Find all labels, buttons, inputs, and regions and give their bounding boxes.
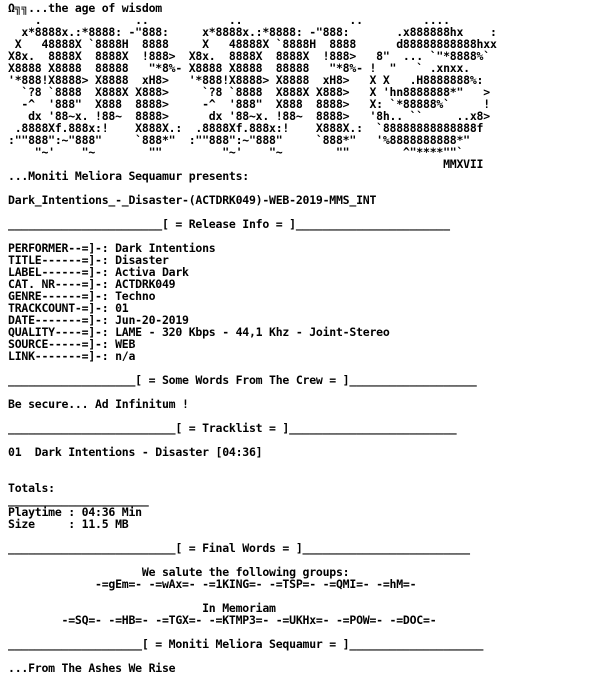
nfo-line <box>8 470 592 482</box>
nfo-line: Playtime : 04:36 Min <box>8 505 142 519</box>
nfo-line: :""888":~"888" `888*" :""888":~"888" `888*" '%8888888888*" <box>8 133 470 147</box>
nfo-line: TRACKCOUNT-=]-: 01 <box>8 301 129 315</box>
nfo-line: TITLE------=]-: Disaster <box>8 253 169 267</box>
nfo-line: GENRE------=]-: Techno <box>8 289 156 303</box>
nfo-line: Dark_Intentions_-_Disaster-(ACTDRK049)-WEB-2019-MMS_INT <box>8 193 377 207</box>
nfo-line: x*8888x.:*8888: -"888: x*8888x.:*8888: -"888: .x888888hx : <box>8 25 497 39</box>
nfo-line: In Memoriam <box>8 601 276 615</box>
nfo-line: ...From The Ashes We Rise <box>8 661 176 675</box>
nfo-line: X 48888X `8888H 8888 X 48888X `8888H 8888 d88888888888hxx <box>8 37 497 51</box>
nfo-line: -=SQ=- -=HB=- -=TGX=- -=KTMP3=- -=UKHx=- -=POW=- -=DOC=- <box>8 613 437 627</box>
nfo-line: -=gEm=- -=wAx=- -=1KING=- -=TSP=- -=QMI=- -=hM=- <box>8 577 417 591</box>
nfo-line: dx '88~x. !88~ 8888> dx '88~x. !88~ 8888> '8h.. `` ..x8> <box>8 109 490 123</box>
nfo-line: PERFORMER--=]-: Dark Intentions <box>8 241 216 255</box>
nfo-line: _________________________[ = Tracklist = ]_________________________ <box>8 421 457 435</box>
nfo-line: DATE-------=]-: Jun-20-2019 <box>8 313 189 327</box>
nfo-line: ____________________[ = Moniti Meliora Sequamur = ]____________________ <box>8 637 484 651</box>
nfo-line: We salute the following groups: <box>8 565 350 579</box>
nfo-line: . .. .. .. .... <box>8 13 450 27</box>
nfo-line: _______________________[ = Release Info = ]_______________________ <box>8 217 450 231</box>
nfo-line: _____________________ <box>8 493 149 507</box>
nfo-line: '*888!X8888> X8888 xH8> '*888!X8888> X8888 xH8> X X .H8888888%: <box>8 73 484 87</box>
nfo-line: _________________________[ = Final Words = ]_________________________ <box>8 541 470 555</box>
nfo-line: ___________________[ = Some Words From The Crew = ]___________________ <box>8 373 477 387</box>
nfo-line: MMXVII <box>8 157 484 171</box>
nfo-line: Totals: <box>8 481 55 495</box>
nfo-line: Size : 11.5 MB <box>8 517 129 531</box>
nfo-line: LABEL------=]-: Activa Dark <box>8 265 189 279</box>
nfo-line: SOURCE-----=]-: WEB <box>8 337 136 351</box>
nfo-line: ...Moniti Meliora Sequamur presents: <box>8 169 249 183</box>
nfo-line: 01 Dark Intentions - Disaster [04:36] <box>8 445 263 459</box>
nfo-line: X8x. 8888X 8888X !888> X8x. 8888X 8888X !888> 8" ... `"*8888%` <box>8 49 490 63</box>
nfo-line: Be secure... Ad Infinitum ! <box>8 397 189 411</box>
nfo-line: Ω╗╗...the age of wisdom <box>8 1 162 15</box>
nfo-line: X8888 X8888 88888 "*8%- X8888 X8888 88888 "*8%- ! " ` .xnxx. <box>8 61 470 75</box>
nfo-line: `?8 `8888 X888X X888> `?8 `8888 X888X X888> X 'hn8888888*" > <box>8 85 490 99</box>
nfo-line: .8888Xf.888x:! X888X.: .8888Xf.888x:! X888X.: `88888888888888f <box>8 121 484 135</box>
nfo-line <box>8 458 592 470</box>
nfo-line: CAT. NR----=]-: ACTDRK049 <box>8 277 176 291</box>
nfo-line: "~' "~ "" "~' "~ "" ^"****""` <box>8 145 464 159</box>
nfo-line: LINK-------=]-: n/a <box>8 349 136 363</box>
nfo-line: QUALITY----=]-: LAME - 320 Kbps - 44,1 Khz - Joint-Stereo <box>8 325 390 339</box>
nfo-line: -^ '888" X888 8888> -^ '888" X888 8888> X: `*88888%` ! <box>8 97 490 111</box>
